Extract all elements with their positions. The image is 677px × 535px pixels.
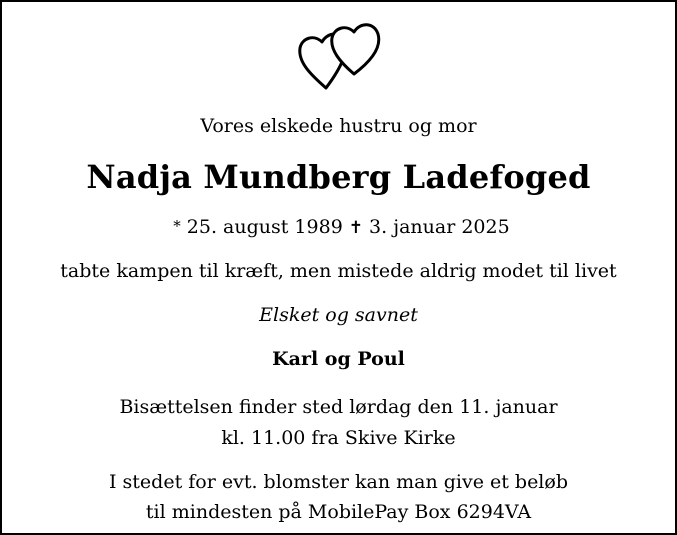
- birth-date: 25. august 1989: [186, 216, 343, 238]
- family-names: Karl og Poul: [272, 348, 405, 370]
- life-dates: [2, 216, 675, 238]
- service-line-1: Bisættelsen finder sted lørdag den 11. januar: [119, 396, 558, 418]
- loved-text: Elsket og savnet: [259, 304, 418, 326]
- tagline-text: tabte kampen til kræft, men mistede aldrig modet til livet: [60, 260, 617, 282]
- death-cross-icon: ✝: [348, 218, 364, 238]
- gift-line-2: til mindesten på MobilePay Box 6294VA: [145, 501, 532, 523]
- intro-text: Vores elskede hustru og mor: [200, 115, 477, 137]
- birth-star-icon: *: [173, 217, 181, 235]
- service-line-2: kl. 11.00 fra Skive Kirke: [221, 427, 456, 449]
- gift-line-1: I stedet for evt. blomster kan man give et beløb: [109, 471, 568, 493]
- death-date: 3. januar 2025: [369, 216, 510, 238]
- two-hearts-icon: [296, 16, 386, 98]
- deceased-name: Nadja Mundberg Ladefoged: [86, 158, 591, 196]
